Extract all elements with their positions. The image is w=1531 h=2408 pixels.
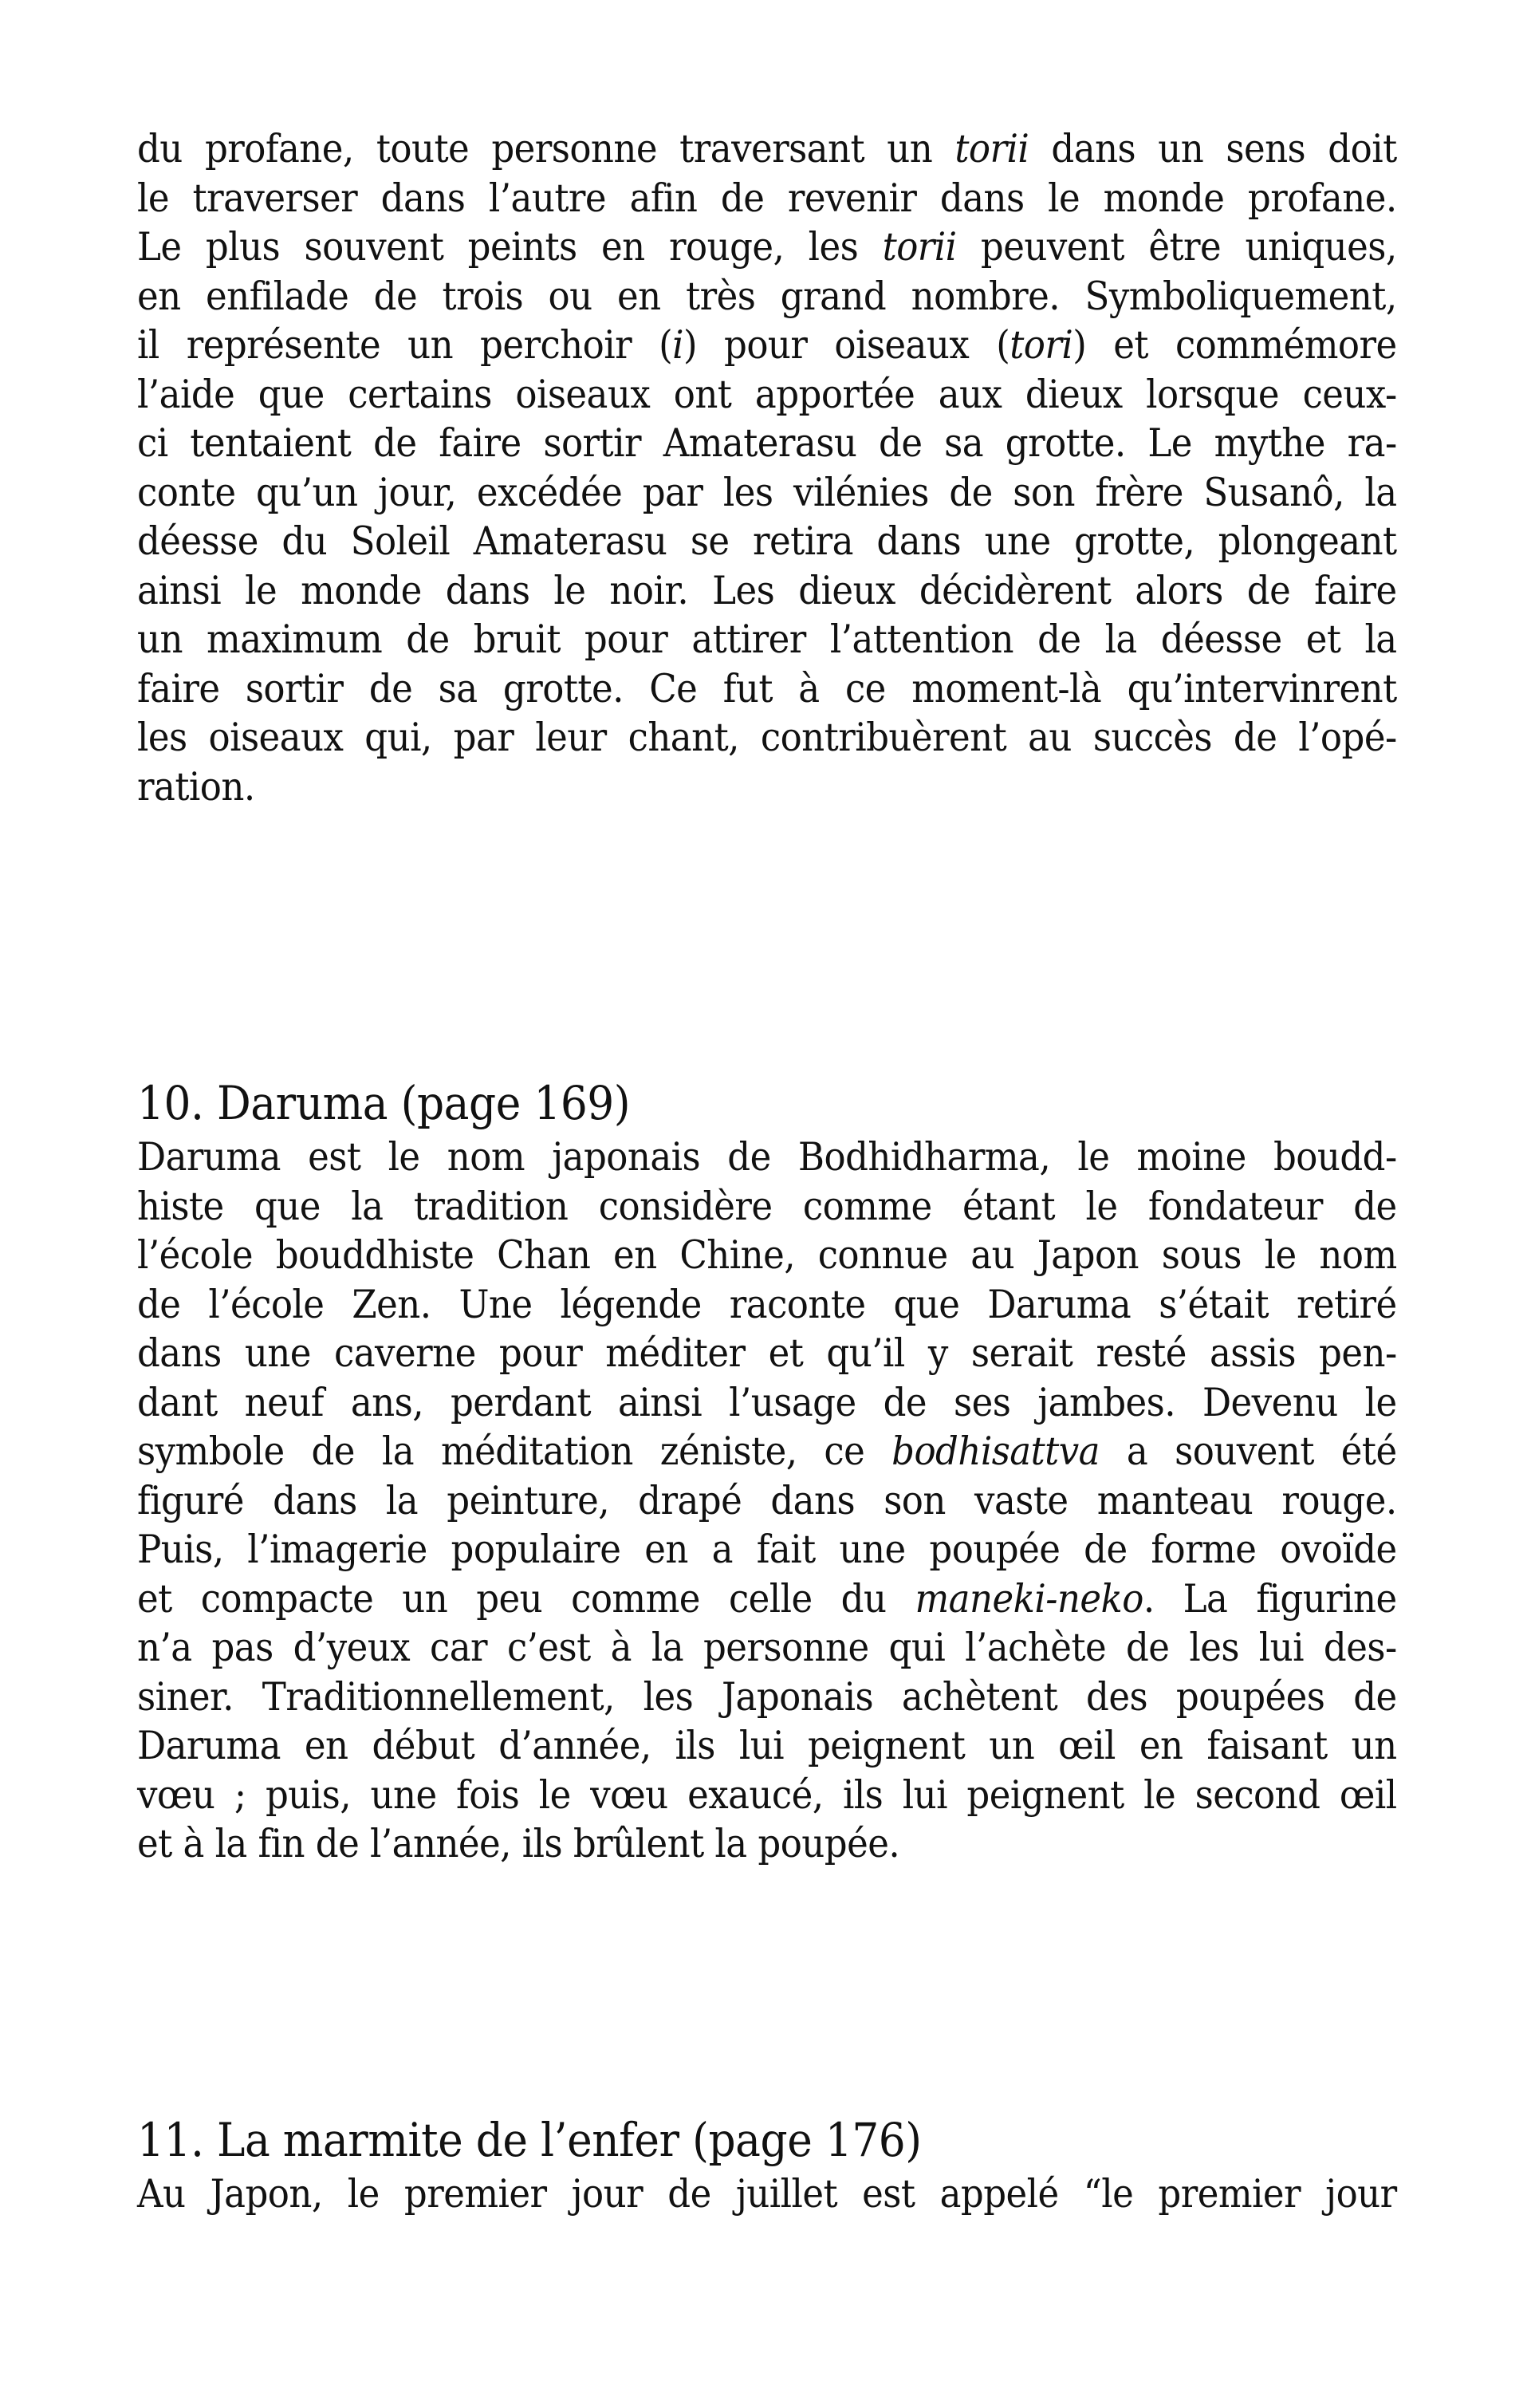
text-run: siner. Traditionnellement, les Japonais achètent des poupées de bbox=[137, 1673, 1397, 1720]
text-run: histe que la tradition considère comme étant le fondateur de bbox=[137, 1183, 1397, 1229]
text-run: un maximum de bruit pour attirer l’attention de la déesse et la bbox=[137, 617, 1397, 662]
text-run: les oiseaux qui, par leur chant, contribuèrent au succès de l’opé- bbox=[137, 715, 1397, 760]
text-line bbox=[137, 1574, 1397, 1624]
text-line bbox=[137, 517, 1397, 566]
text-line bbox=[137, 174, 1397, 223]
text-line bbox=[137, 1378, 1397, 1428]
text-line bbox=[137, 1280, 1397, 1330]
section-heading: 10. Daruma (page 169) bbox=[137, 1076, 631, 1130]
text-line bbox=[137, 1427, 1397, 1476]
text-line bbox=[137, 1721, 1397, 1771]
text-line bbox=[137, 1623, 1397, 1673]
text-run: peuvent être uniques, bbox=[956, 224, 1397, 270]
text-line bbox=[137, 1476, 1397, 1526]
text-run: conte qu’un jour, excédée par les vilénies de son frère Susanô, la bbox=[137, 469, 1397, 515]
text-line bbox=[137, 468, 1397, 518]
text-run: vœu ; puis, une fois le vœu exaucé, ils lui peignent le second œil bbox=[137, 1772, 1397, 1818]
text-run: de l’école Zen. Une légende raconte que Daruma s’était retiré bbox=[137, 1281, 1397, 1327]
text-line bbox=[137, 763, 1397, 812]
text-run: ainsi le monde dans le noir. Les dieux décidèrent alors de faire bbox=[137, 567, 1397, 613]
text-run: figuré dans la peinture, drapé dans son vaste manteau rouge. bbox=[137, 1477, 1397, 1523]
text-line bbox=[137, 321, 1397, 370]
text-run: il représente un perchoir ( bbox=[137, 322, 673, 368]
text-run: le traverser dans l’autre afin de revenir dans le monde profane. bbox=[137, 175, 1397, 221]
section-marmite-enfer bbox=[137, 2112, 1397, 2219]
text-line bbox=[137, 1525, 1397, 1574]
text-run: ci tentaient de faire sortir Amaterasu de sa grotte. Le mythe ra- bbox=[137, 420, 1397, 466]
italic-term: tori bbox=[1010, 322, 1073, 368]
text-run: symbole de la méditation zéniste, ce bbox=[137, 1429, 892, 1474]
text-line bbox=[137, 1771, 1397, 1820]
text-run: du profane, toute personne traversant un bbox=[137, 126, 955, 171]
text-line bbox=[137, 713, 1397, 763]
italic-term: i bbox=[672, 322, 684, 368]
text-line bbox=[137, 124, 1397, 174]
text-run: dant neuf ans, perdant ainsi l’usage de ses jambes. Devenu le bbox=[137, 1379, 1397, 1425]
continuation-paragraph bbox=[137, 124, 1397, 811]
text-run: ) pour oiseaux ( bbox=[683, 322, 1010, 368]
text-run: Daruma est le nom japonais de Bodhidharma, le moine boudd- bbox=[137, 1134, 1397, 1180]
text-line bbox=[137, 272, 1397, 321]
text-run: déesse du Soleil Amaterasu se retira dans une grotte, plongeant bbox=[137, 518, 1397, 564]
italic-term: bodhisattva bbox=[891, 1429, 1100, 1474]
text-line bbox=[137, 2170, 1397, 2219]
text-line bbox=[137, 223, 1397, 272]
text-line bbox=[137, 566, 1397, 616]
italic-term: torii bbox=[954, 126, 1029, 171]
section-heading: 11. La marmite de l’enfer (page 176) bbox=[137, 2113, 922, 2167]
text-line bbox=[137, 1133, 1397, 1182]
text-run: dans un sens doit bbox=[1029, 126, 1397, 171]
text-run: n’a pas d’yeux car c’est à la personne qui l’achète de les lui des- bbox=[137, 1625, 1397, 1670]
text-line bbox=[137, 1182, 1397, 1232]
text-run: l’aide que certains oiseaux ont apportée aux dieux lorsque ceux- bbox=[137, 371, 1397, 417]
text-run: Au Japon, le premier jour de juillet est appelé “le premier jour bbox=[137, 2171, 1397, 2217]
italic-term: maneki-neko bbox=[915, 1575, 1143, 1622]
text-line bbox=[137, 419, 1397, 468]
text-run: Le plus souvent peints en rouge, les bbox=[137, 224, 883, 270]
text-line bbox=[137, 1673, 1397, 1722]
text-line bbox=[137, 615, 1397, 664]
text-run: ) et commémore bbox=[1072, 322, 1397, 368]
text-run: Puis, l’imagerie populaire en a fait une poupée de forme ovoïde bbox=[137, 1527, 1397, 1572]
text-run: dans une caverne pour méditer et qu’il y serait resté assis pen- bbox=[137, 1330, 1397, 1376]
italic-term: torii bbox=[882, 224, 957, 270]
text-run: faire sortir de sa grotte. Ce fut à ce moment-là qu’intervinrent bbox=[137, 665, 1397, 711]
text-line bbox=[137, 1231, 1397, 1280]
text-line bbox=[137, 1819, 1397, 1869]
text-run: en enfilade de trois ou en très grand nombre. Symboliquement, bbox=[137, 273, 1397, 319]
text-run: Daruma en début d’année, ils lui peignent un œil en faisant un bbox=[137, 1723, 1397, 1768]
text-line bbox=[137, 370, 1397, 420]
text-run: a souvent été bbox=[1099, 1429, 1397, 1474]
text-run: et compacte un peu comme celle du bbox=[137, 1575, 915, 1622]
text-line bbox=[137, 664, 1397, 714]
text-run: l’école bouddhiste Chan en Chine, connue au Japon sous le nom bbox=[137, 1232, 1397, 1278]
text-run: ration. bbox=[137, 763, 255, 810]
section-daruma bbox=[137, 1075, 1397, 1869]
text-run: . La figurine bbox=[1143, 1575, 1397, 1622]
text-run: et à la fin de l’année, ils brûlent la poupée. bbox=[137, 1821, 900, 1866]
text-line bbox=[137, 1329, 1397, 1378]
